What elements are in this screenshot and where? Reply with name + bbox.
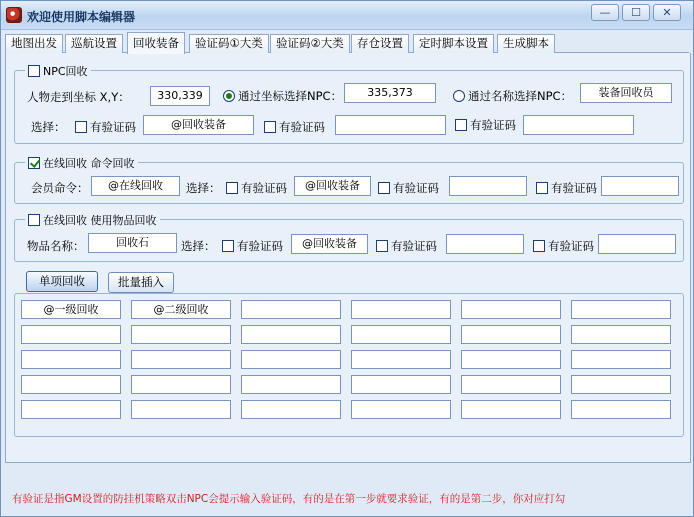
grid-cell-r2-c4[interactable]: [351, 325, 451, 344]
online-command-select-3-input[interactable]: [601, 176, 679, 196]
online-command-select-label: 选择：: [186, 181, 221, 195]
grid-cell-r4-c3[interactable]: [241, 375, 341, 394]
item-name-label: 物品名称：: [27, 239, 85, 253]
npc-captcha-2-label: 有验证码: [279, 120, 325, 134]
grid-cell-r2-c1[interactable]: [21, 325, 121, 344]
item-name-input[interactable]: 回收石: [88, 233, 177, 253]
npc-recycle-legend: [25, 63, 91, 79]
grid-cell-r1-c2[interactable]: @二级回收: [131, 300, 231, 319]
member-command-label: 会员命令：: [31, 181, 89, 195]
online-item-captcha-2-label: 有验证码: [391, 239, 437, 253]
grid-cell-r5-c6[interactable]: [571, 400, 671, 419]
npc-recycle-group: [14, 65, 684, 144]
tab-storage-settings[interactable]: 存仓设置: [351, 34, 409, 53]
npc-select-3-input[interactable]: [523, 115, 634, 135]
tab-map-start[interactable]: 地图出发: [5, 34, 63, 53]
tab-captcha-category-1[interactable]: 验证码①大类: [189, 34, 269, 53]
grid-cell-r2-c6[interactable]: [571, 325, 671, 344]
grid-cell-r4-c5[interactable]: [461, 375, 561, 394]
online-item-captcha-3[interactable]: [533, 238, 594, 254]
radio-by-name-button[interactable]: [453, 90, 465, 102]
grid-cell-r3-c6[interactable]: [571, 350, 671, 369]
online-command-select-1-input[interactable]: @回收装备: [294, 176, 371, 196]
captcha-help-note: 有验证是指GM设置的防挂机策略双击NPC会提示输入验证码，有的是在第一步就要求验证，有的是第二步，你对应打勾: [12, 493, 566, 505]
grid-cell-r5-c2[interactable]: [131, 400, 231, 419]
grid-cell-r4-c2[interactable]: [131, 375, 231, 394]
radio-by-coord[interactable]: [223, 88, 342, 104]
online-item-recycle-group: [14, 214, 684, 262]
close-button[interactable]: ✕: [653, 4, 681, 21]
grid-cell-r5-c5[interactable]: [461, 400, 561, 419]
grid-cell-r3-c1[interactable]: [21, 350, 121, 369]
window-title: 欢迎使用脚本编辑器: [27, 10, 136, 24]
grid-cell-r4-c1[interactable]: [21, 375, 121, 394]
online-item-select-1-input[interactable]: @回收装备: [291, 234, 368, 254]
online-item-captcha-1[interactable]: [222, 238, 283, 254]
tab-timed-script-settings[interactable]: 定时脚本设置: [413, 34, 494, 53]
radio-by-coord-button[interactable]: [223, 90, 235, 102]
minimize-button[interactable]: —: [591, 4, 619, 21]
online-item-select-3-input[interactable]: [598, 234, 676, 254]
online-command-legend: [25, 155, 138, 171]
coord-input[interactable]: 330,339: [150, 86, 210, 106]
npc-select-label: 选择：: [31, 120, 66, 134]
online-command-recycle-group: [14, 157, 684, 204]
npc-name-input[interactable]: 装备回收员: [580, 83, 672, 103]
online-command-select-2-input[interactable]: [449, 176, 527, 196]
coord-label: 人物走到坐标 X,Y：: [27, 90, 130, 104]
online-item-captcha-3-checkbox[interactable]: [533, 240, 545, 252]
online-item-select-label: 选择：: [181, 239, 216, 253]
grid-cell-r2-c3[interactable]: [241, 325, 341, 344]
grid-cell-r3-c3[interactable]: [241, 350, 341, 369]
npc-captcha-1[interactable]: [75, 119, 136, 135]
grid-cell-r1-c6[interactable]: [571, 300, 671, 319]
maximize-button[interactable]: ☐: [622, 4, 650, 21]
recycle-panel: [5, 53, 691, 463]
grid-cell-r4-c4[interactable]: [351, 375, 451, 394]
npc-captcha-3[interactable]: [455, 117, 516, 133]
tab-recycle-equipment[interactable]: 回收装备: [127, 32, 185, 54]
grid-cell-r2-c2[interactable]: [131, 325, 231, 344]
online-command-captcha-3-label: 有验证码: [551, 181, 597, 195]
radio-by-name-label: 通过名称选择NPC：: [468, 89, 573, 103]
grid-cell-r1-c4[interactable]: [351, 300, 451, 319]
online-command-captcha-3-checkbox[interactable]: [536, 182, 548, 194]
grid-cell-r1-c1[interactable]: @一级回收: [21, 300, 121, 319]
member-command-input[interactable]: @在线回收: [91, 176, 180, 196]
online-item-captcha-2-checkbox[interactable]: [376, 240, 388, 252]
online-item-captcha-1-label: 有验证码: [237, 239, 283, 253]
online-item-captcha-3-label: 有验证码: [548, 239, 594, 253]
online-command-captcha-1-label: 有验证码: [241, 181, 287, 195]
online-command-checkbox[interactable]: [28, 157, 40, 169]
batch-insert-button[interactable]: 批量插入: [108, 272, 174, 293]
npc-captcha-2[interactable]: [264, 119, 325, 135]
npc-captcha-2-checkbox[interactable]: [264, 121, 276, 133]
tab-bar: [5, 34, 689, 53]
recycle-grid: [14, 293, 684, 437]
online-item-captcha-2[interactable]: [376, 238, 437, 254]
grid-cell-r5-c1[interactable]: [21, 400, 121, 419]
tab-patrol-settings[interactable]: 巡航设置: [65, 34, 123, 53]
npc-coord-input[interactable]: 335,373: [344, 83, 436, 103]
grid-cell-r3-c5[interactable]: [461, 350, 561, 369]
npc-captcha-3-checkbox[interactable]: [455, 119, 467, 131]
online-item-label: 在线回收 使用物品回收: [43, 214, 157, 227]
grid-cell-r3-c2[interactable]: [131, 350, 231, 369]
grid-cell-r4-c6[interactable]: [571, 375, 671, 394]
npc-recycle-label: NPC回收: [43, 65, 88, 78]
grid-cell-r5-c3[interactable]: [241, 400, 341, 419]
grid-cell-r1-c5[interactable]: [461, 300, 561, 319]
npc-select-1-input[interactable]: @回收装备: [143, 115, 254, 135]
online-command-captcha-3[interactable]: [536, 180, 597, 196]
radio-by-name[interactable]: [453, 88, 572, 104]
title-bar: [1, 1, 693, 30]
online-item-captcha-1-checkbox[interactable]: [222, 240, 234, 252]
radio-by-coord-label: 通过坐标选择NPC：: [238, 89, 343, 103]
online-command-captcha-1-checkbox[interactable]: [226, 182, 238, 194]
npc-captcha-1-label: 有验证码: [90, 120, 136, 134]
npc-captcha-1-checkbox[interactable]: [75, 121, 87, 133]
grid-cell-r5-c4[interactable]: [351, 400, 451, 419]
grid-cell-r2-c5[interactable]: [461, 325, 561, 344]
npc-captcha-3-label: 有验证码: [470, 118, 516, 132]
online-item-select-2-input[interactable]: [446, 234, 524, 254]
online-command-captcha-1[interactable]: [226, 180, 287, 196]
grid-cell-r1-c3[interactable]: [241, 300, 341, 319]
npc-recycle-checkbox[interactable]: [28, 65, 40, 77]
online-command-captcha-2[interactable]: [378, 180, 439, 196]
online-command-captcha-2-label: 有验证码: [393, 181, 439, 195]
online-command-captcha-2-checkbox[interactable]: [378, 182, 390, 194]
tab-generate-script[interactable]: 生成脚本: [497, 34, 555, 53]
single-recycle-button[interactable]: 单项回收: [26, 271, 98, 292]
online-command-label: 在线回收 命令回收: [43, 157, 135, 170]
app-logo-icon: [6, 7, 22, 23]
tab-captcha-category-2[interactable]: 验证码②大类: [270, 34, 350, 53]
online-item-checkbox[interactable]: [28, 214, 40, 226]
grid-cell-r3-c4[interactable]: [351, 350, 451, 369]
npc-select-2-input[interactable]: [335, 115, 446, 135]
online-item-legend: [25, 212, 160, 228]
